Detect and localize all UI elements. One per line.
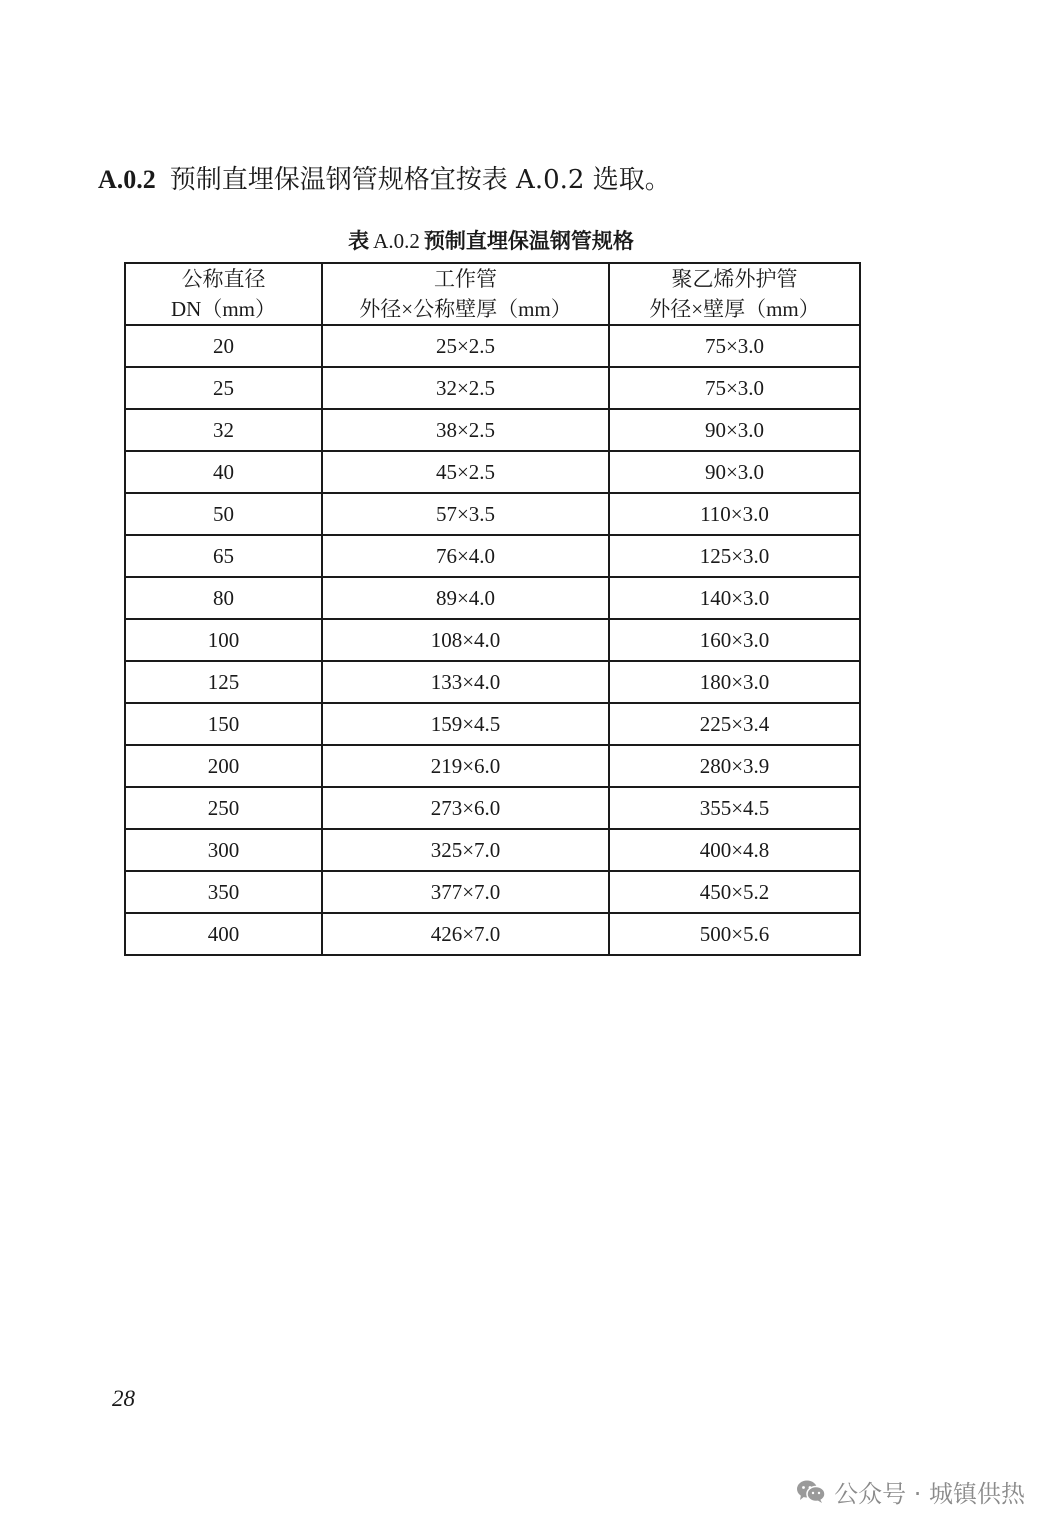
cell-casing: 500×5.6 — [609, 913, 860, 955]
cell-casing: 280×3.9 — [609, 745, 860, 787]
cell-dn: 50 — [125, 493, 322, 535]
table-row — [125, 577, 860, 619]
cell-casing: 90×3.0 — [609, 451, 860, 493]
wechat-icon — [796, 1479, 826, 1505]
cell-dn: 200 — [125, 745, 322, 787]
table-header-row — [125, 263, 860, 325]
clause-text: 预制直埋保温钢管规格宜按表 A.0.2 选取。 — [169, 165, 671, 195]
cell-dn: 40 — [125, 451, 322, 493]
cell-casing: 355×4.5 — [609, 787, 860, 829]
cell-working-pipe: 32×2.5 — [322, 367, 609, 409]
cell-working-pipe: 219×6.0 — [322, 745, 609, 787]
table-row — [125, 787, 860, 829]
cell-casing: 225×3.4 — [609, 703, 860, 745]
spec-table — [124, 262, 861, 956]
cell-working-pipe: 45×2.5 — [322, 451, 609, 493]
table-row — [125, 745, 860, 787]
header-line: 公称直径 — [181, 267, 266, 291]
watermark — [796, 1474, 1025, 1509]
cell-dn: 80 — [125, 577, 322, 619]
cell-casing: 75×3.0 — [609, 325, 860, 367]
table-row — [125, 493, 860, 535]
cell-working-pipe: 273×6.0 — [322, 787, 609, 829]
cell-dn: 125 — [125, 661, 322, 703]
cell-working-pipe: 38×2.5 — [322, 409, 609, 451]
cell-working-pipe: 57×3.5 — [322, 493, 609, 535]
table-row — [125, 661, 860, 703]
cell-casing: 180×3.0 — [609, 661, 860, 703]
table-row — [125, 913, 860, 955]
table-row — [125, 871, 860, 913]
table-title-number: A.0.2 — [373, 229, 420, 253]
table-title — [124, 226, 858, 256]
table-row — [125, 619, 860, 661]
cell-casing: 140×3.0 — [609, 577, 860, 619]
cell-dn: 250 — [125, 787, 322, 829]
cell-working-pipe: 108×4.0 — [322, 619, 609, 661]
cell-working-pipe: 133×4.0 — [322, 661, 609, 703]
cell-casing: 450×5.2 — [609, 871, 860, 913]
cell-dn: 300 — [125, 829, 322, 871]
header-line: 外径×公称壁厚（mm） — [359, 297, 572, 321]
table-row — [125, 703, 860, 745]
clause-number: A.0.2 — [98, 165, 156, 194]
table-row — [125, 325, 860, 367]
watermark-text: 公众号 · 城镇供热 — [834, 1480, 1025, 1508]
cell-dn: 20 — [125, 325, 322, 367]
cell-working-pipe: 159×4.5 — [322, 703, 609, 745]
header-line: DN（mm） — [171, 297, 276, 321]
table-row — [125, 829, 860, 871]
cell-casing: 160×3.0 — [609, 619, 860, 661]
cell-casing: 110×3.0 — [609, 493, 860, 535]
cell-dn: 32 — [125, 409, 322, 451]
cell-working-pipe: 325×7.0 — [322, 829, 609, 871]
cell-dn: 150 — [125, 703, 322, 745]
cell-working-pipe: 76×4.0 — [322, 535, 609, 577]
table-row — [125, 409, 860, 451]
cell-dn: 100 — [125, 619, 322, 661]
header-line: 工作管 — [434, 267, 497, 291]
table-title-text: 预制直埋保温钢管规格 — [423, 229, 634, 253]
cell-dn: 350 — [125, 871, 322, 913]
cell-dn: 25 — [125, 367, 322, 409]
table-row — [125, 367, 860, 409]
cell-working-pipe: 89×4.0 — [322, 577, 609, 619]
cell-casing: 75×3.0 — [609, 367, 860, 409]
table-row — [125, 451, 860, 493]
header-line: 外径×壁厚（mm） — [649, 297, 820, 321]
table-row — [125, 535, 860, 577]
header-line: 聚乙烯外护管 — [671, 267, 798, 291]
cell-dn: 400 — [125, 913, 322, 955]
page-number: 28 — [112, 1386, 135, 1411]
clause-paragraph — [98, 160, 671, 200]
cell-working-pipe: 377×7.0 — [322, 871, 609, 913]
header-pe-casing — [609, 263, 860, 325]
cell-casing: 90×3.0 — [609, 409, 860, 451]
cell-working-pipe: 426×7.0 — [322, 913, 609, 955]
cell-casing: 400×4.8 — [609, 829, 860, 871]
table-title-prefix: 表 — [348, 229, 370, 253]
cell-casing: 125×3.0 — [609, 535, 860, 577]
header-working-pipe — [322, 263, 609, 325]
cell-dn: 65 — [125, 535, 322, 577]
cell-working-pipe: 25×2.5 — [322, 325, 609, 367]
header-nominal-diameter — [125, 263, 322, 325]
